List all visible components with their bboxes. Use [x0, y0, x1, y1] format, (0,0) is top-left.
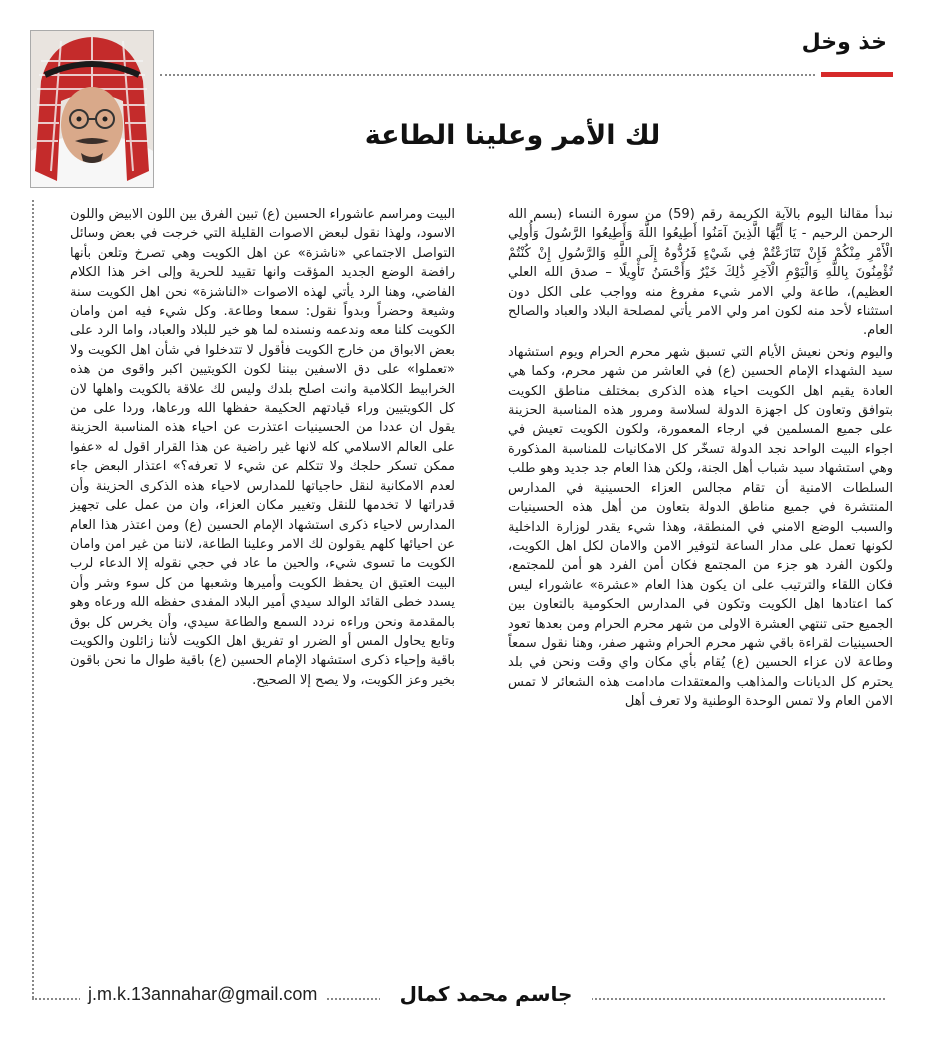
article-column-right — [508, 205, 893, 955]
article-paragraph: نبدأ مقالنا اليوم بالآية الكريمة رقم (59) من سورة النساء (بسم الله الرحمن الرحيم - يَا أَيُّهَا الَّذِينَ آمَنُوا أَطِيعُوا اللَّهَ وَأَطِيعُوا الرَّسُولَ وَأُولِي الْأَمْرِ مِنْكُمْ فَإِنْ تَنَازَعْتُمْ فِي شَيْءٍ فَرُدُّوهُ إِلَى اللَّهِ وَالرَّسُولِ إِنْ كُنْتُمْ تُؤْمِنُونَ بِاللَّهِ وَالْيَوْمِ الْآخِرِ ذَٰلِكَ خَيْرٌ وَأَحْسَنُ تَأْوِيلًا – صدق الله العلي العظيم)، طاعة ولي الامر شيء مفروغ منه وواجب على الكل دون استثناء لأحد منه لكون امر ولي الامر يأتي لمصلحة البلاد والعباد والصالح العام. — [508, 207, 893, 339]
author-signature: جاسم محمد كمال — [380, 982, 592, 1006]
article-column-left — [70, 205, 455, 955]
left-dotted-border — [32, 200, 34, 998]
article-headline: لك الأمر وعلينا الطاعة — [364, 120, 661, 151]
author-portrait-icon — [31, 31, 153, 187]
author-portrait — [30, 30, 154, 188]
header-dotted-divider — [160, 74, 815, 76]
author-email[interactable]: j.m.k.13annahar@gmail.com — [80, 984, 325, 1005]
column-name: خذ وخل — [801, 30, 887, 55]
column-name-accent-rule — [821, 72, 893, 77]
article-paragraph: البيت ومراسم عاشوراء الحسين (ع) تبين الفرق بين اللون الابيض واللون الاسود، ولهذا نقول لبعض الاصوات القليلة التي خرجت في بعض وسائل التواصل الاجتماعي «ناشزة» عن اهل الكويت وهي تصرخ وتلعن بأنها رافضة الوضع الجديد المؤقت وانها تقييد للحرية وإلى اخر هذا الكلام الفاضي، وهنا الرد يأتي لهذه الاصوات «الناشزة» نحن اهل الكويت سنة وشيعة وحضراً وبدواً نقول: سمعا وطاعة. وكل شيء فيه امن وامان الكويت كلنا معه وندعمه ونسنده لما هو خير للبلاد والعباد، واما الرد على بعض الابواق من خارج الكويت فأقول لا تتدخلوا في شأن اهل الكويت ولا «تعملوا» على دق الاسفين بيننا لكون الكويتيين اكبر واقوى من هذه الخرابيط الكلامية وانت اصلح بلدك وليس لك علاقة بالكويت واهلها لان كل الكويتيين وراء قيادتهم الحكيمة حفظها الله ورعاها، وردا على من يقول ان عددا من الحسينيات اعتذرت عن احياء هذه المناسبة الحزينة على العالم الاسلامي كله لانها غير راضية عن هذا القرار اقول له «عفوا ممكن تسكر حلجك ولا تتكلم عن شيء لا تعرفه؟» اعتذار البعض جاء لعدم الامكانية لنقل حاجياتها للمدارس لاحياء هذه الذكرى الحزينة وأن قدراتها لا تخدمها للنقل وتغيير مكان العزاء، وان من عمل على تجهيز المدارس لاحياء ذكرى استشهاد الإمام الحسين (ع) ومن اعتذر هذا العام عن احيائها كلهم يقولون لك الامر وعلينا الطاعة، لاننا من غير امن وامان الكويت ما تسوى شيء، والحين ما عاد في حجي نقوله إلا الدعاء لرب البيت العتيق ان يحفظ الكويت وأميرها وشعبها من كل سوء وشر وأن يسدد خطى القائد الوالد سيدي أمير البلاد المفدى حفظه الله ورعاه وهو بالمقدمة ونحن وراءه نردد السمع والطاعة سيدي، وأن يخرس كل بوق وتابع يحاول المس أو الضرر او تفريق اهل الكويت لأننا زائلون والكويت باقية وإحياء ذكرى استشهاد الإمام الحسين (ع) باقية طوال ما نحن باقون بخير وعز الكويت، ولا يصح إلا الصحيح. — [70, 207, 455, 688]
article-paragraph: واليوم ونحن نعيش الأيام التي تسبق شهر محرم الحرام ويوم استشهاد سيد الشهداء الإمام الحسين (ع) في العاشر من شهر محرم، وكما هي العادة يقيم اهل الكويت احياء هذه الذكرى بمختلف مناطق الكويت بتوافق وتعاون كل اجهزة الدولة لسلاسة ومرور هذه المناسبة الحزينة على جميع المسلمين في ارجاء المعمورة، ولكون الكويت تعيش في اجواء البيت الواحد نجد الدولة تسخّر كل الامكانيات للمناسبة المذكورة وهي استشهاد سيد شباب أهل الجنة، ولكن هذا العام جد جديد وهو طلب السلطات الامنية أن تقام مجالس العزاء الحسينية في المدارس المنتشرة في جميع مناطق الدولة بتعاون من أهل هذه الحسينيات والسبب الوضع الامني في المنطقة، وهذا شيء يقدر لوزارة الداخلية لكونها تعمل على مدار الساعة لتوفير الامن والامان لكل اهل الكويت، ولكون الفرد هو جزء من المجتمع فكان أمن الفرد هو أمن للمجتمع، فكان اللقاء والترتيب على ان يكون هذا العام «عشرة» عاشوراء ليس كما اعتادها اهل الكويت وتكون في المدارس الحكومية بالتعاون بين الجميع حتى تنتهي العشرة الاولى من شهر محرم الحرام ومن بعدها تعود الحسينيات لقراءة باقي شهر محرم الحرام وشهر صفر، وهنا نقول سمعاً وطاعة لان عزاء الحسين (ع) يُقام بأي مكان واي وقت ونحن في بلد يحترم كل الديانات والمذاهب والمعتقدات مادامت هذه الشعائر لا تمس الامن العام ولا تمس الوحدة الوطنية ولا تعرف أهل — [508, 344, 893, 710]
